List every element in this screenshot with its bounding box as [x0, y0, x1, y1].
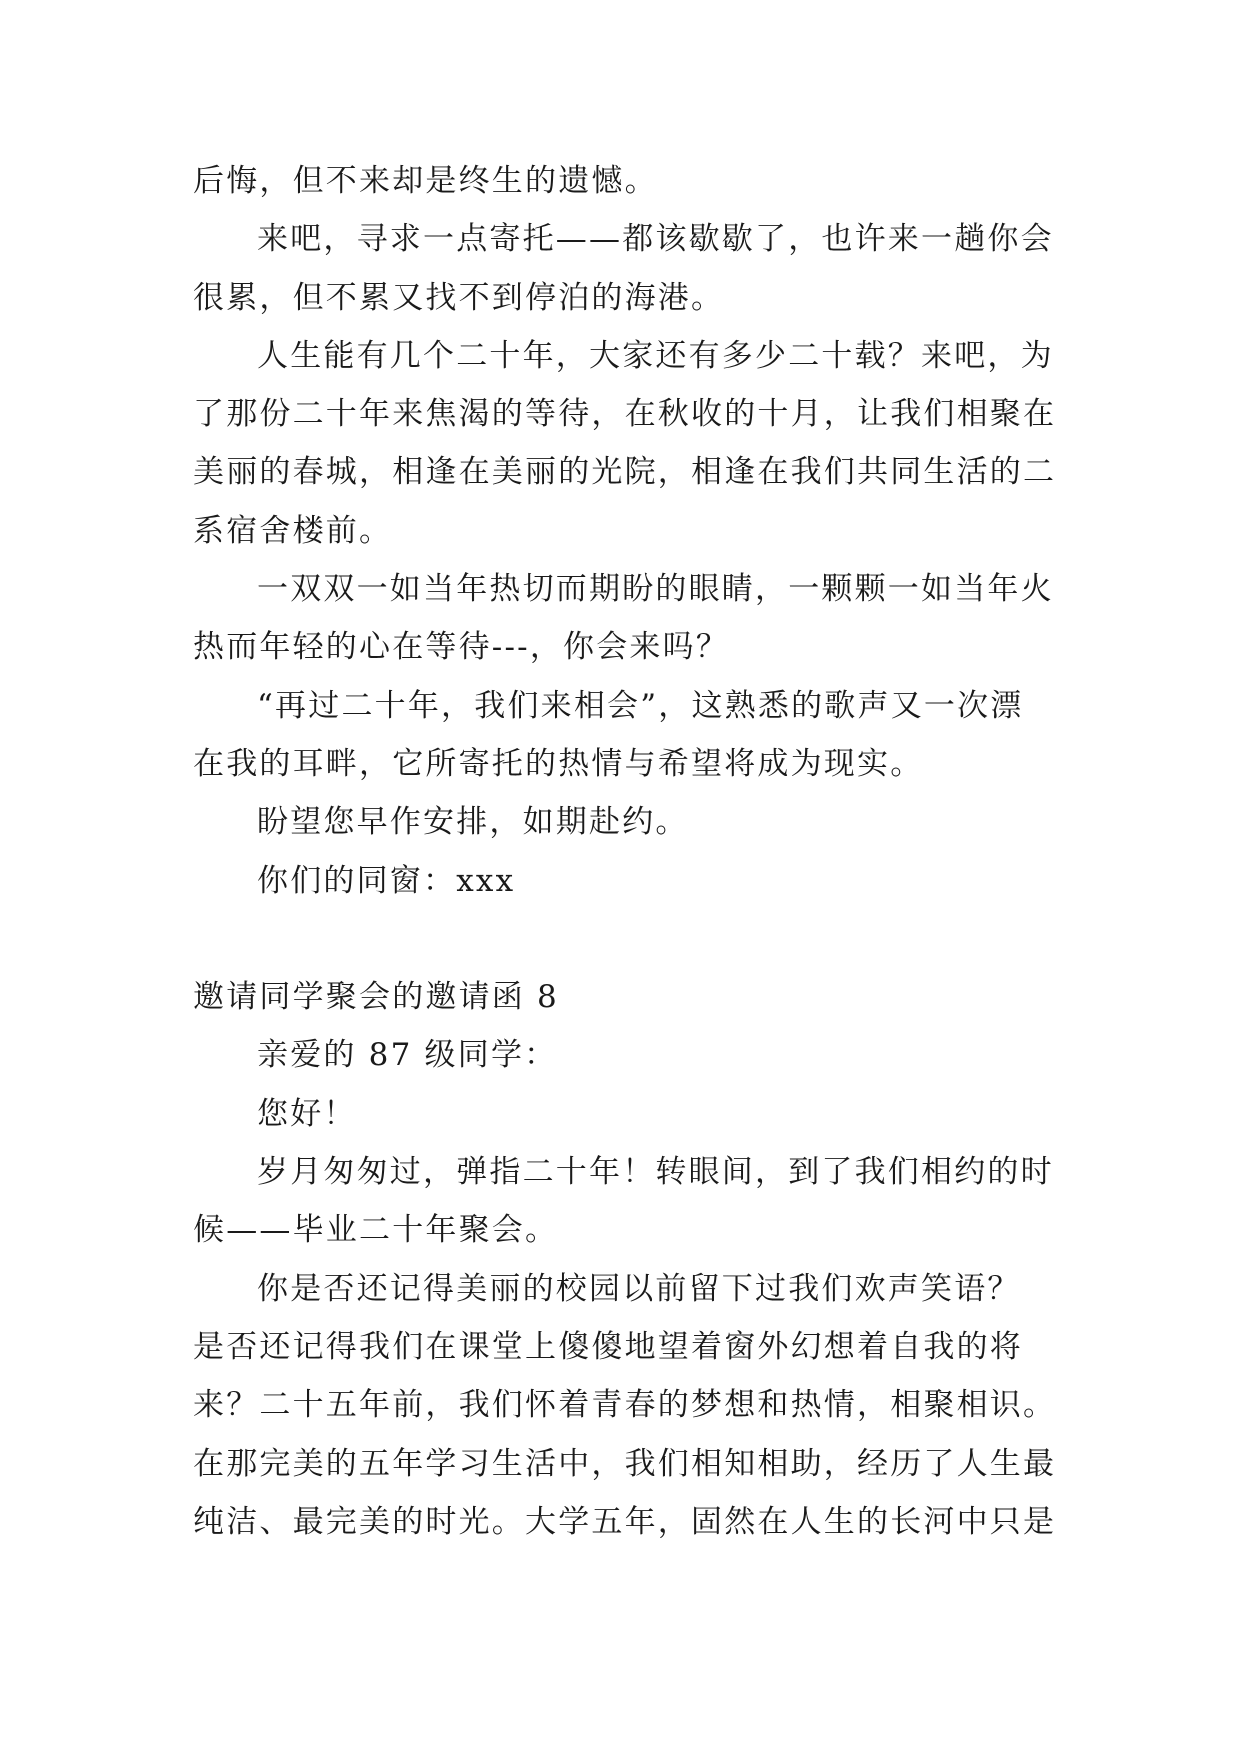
text-line: 系宿舍楼前。: [193, 512, 393, 549]
text-line: 候——毕业二十年聚会。: [193, 1212, 559, 1249]
text-line: 很累，但不累又找不到停泊的海港。: [193, 279, 725, 316]
text-line: 后悔，但不来却是终生的遗憾。: [193, 163, 658, 199]
paragraph-line: 来吧，寻求一点寄托——都该歇歇了，也许来一趟你会: [257, 221, 1054, 258]
salutation-line: 亲爱的 87 级同学：: [257, 1037, 558, 1074]
paragraph-line: 人生能有几个二十年，大家还有多少二十载？来吧，为: [257, 337, 1054, 374]
paragraph-line: 盼望您早作安排，如期赴约。: [257, 804, 689, 841]
greeting-line: 您好！: [257, 1095, 357, 1132]
text-line: 纯洁、最完美的时光。大学五年，固然在人生的长河中只是: [193, 1503, 1057, 1540]
paragraph-line: “再过二十年，我们来相会”，这熟悉的歌声又一次漂: [257, 687, 1024, 724]
text-line: 来？二十五年前，我们怀着青春的梦想和热情，相聚相识。: [193, 1387, 1057, 1424]
text-line: 是否还记得我们在课堂上傻傻地望着窗外幻想着自我的将: [193, 1328, 1023, 1365]
section-heading: 邀请同学聚会的邀请函 8: [193, 979, 559, 1016]
blank-line: [193, 910, 1073, 968]
signature-line: 你们的同窗：xxx: [257, 862, 516, 899]
document-body: [193, 152, 1073, 1551]
paragraph-line: 岁月匆匆过，弹指二十年！转眼间，到了我们相约的时: [257, 1154, 1054, 1191]
text-line: 在我的耳畔，它所寄托的热情与希望将成为现实。: [193, 745, 924, 782]
text-line: 在那完美的五年学习生活中，我们相知相助，经历了人生最: [193, 1445, 1057, 1482]
text-line: 美丽的春城，相逢在美丽的光院，相逢在我们共同生活的二: [193, 454, 1057, 491]
paragraph-line: 你是否还记得美丽的校园以前留下过我们欢声笑语？: [257, 1270, 1021, 1307]
paragraph-line: 一双双一如当年热切而期盼的眼睛，一颗颗一如当年火: [257, 571, 1054, 608]
text-line: 了那份二十年来焦渴的等待，在秋收的十月，让我们相聚在: [193, 396, 1057, 433]
text-line: 热而年轻的心在等待---，你会来吗？: [193, 629, 730, 666]
